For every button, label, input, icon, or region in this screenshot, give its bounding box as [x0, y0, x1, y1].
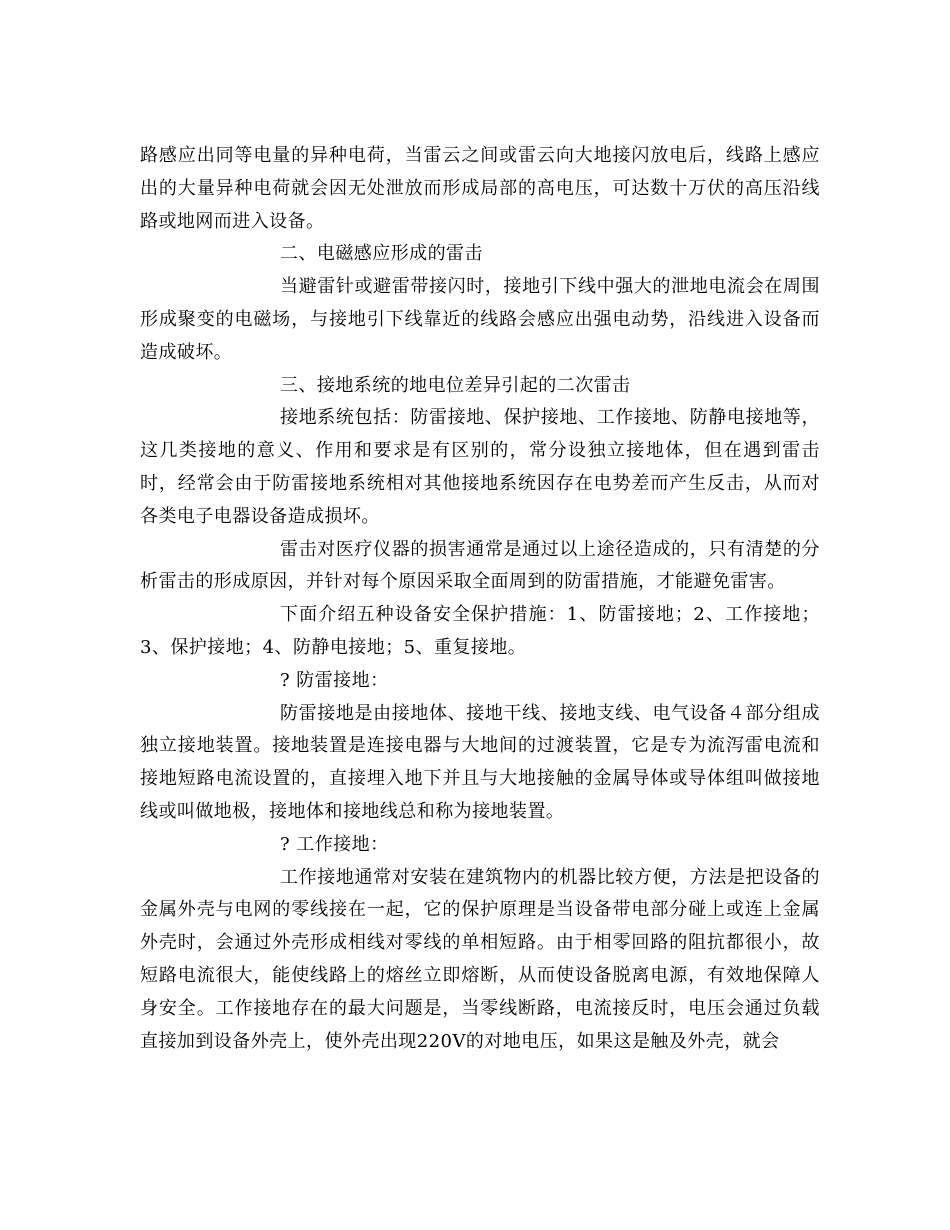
subheading-working-grounding: ? 工作接地：	[280, 833, 389, 855]
paragraph-continuation: 路感应出同等电量的异种电荷，当雷云之间或雷云向大地接闪放电后，线路上感应出的大量异种电荷就会因无处泄放而形成局部的高电压，可达数十万伏的高压沿线路或地网而进入设备。	[140, 145, 820, 232]
section-heading-ground-potential: 三、接地系统的地电位差异引起的二次雷击	[280, 374, 631, 396]
paragraph: 工作接地通常对安装在建筑物内的机器比较方便，方法是把设备的金属外壳与电网的零线接在一起，它的保护原理是当设备带电部分碰上或连上金属外壳时，会通过外壳形成相线对零线的单相短路。由于相零回路的阻抗都很小，故短路电流很大，能使线路上的熔丝立即熔断，从而使设备脱离电源，有效地保障人身安全。工作接地存在的最大问题是，当零线断路，电流接反时，电压会通过负载直接加到设备外壳上，使外壳出现220V的对地电压，如果这是触及外壳，就会	[140, 866, 820, 1052]
paragraph: 接地系统包括：防雷接地、保护接地、工作接地、防静电接地等，这几类接地的意义、作用和要求是有区别的，常分设独立接地体，但在遇到雷击时，经常会由于防雷接地系统相对其他接地系统因存在电势差而产生反击，从而对各类电子电器设备造成损坏。	[140, 407, 820, 527]
paragraph: 雷击对医疗仪器的损害通常是通过以上途径造成的，只有清楚的分析雷击的形成原因，并针对每个原因采取全面周到的防雷措施，才能避免雷害。	[140, 538, 820, 593]
document-body	[140, 140, 820, 1058]
paragraph: 防雷接地是由接地体、接地干线、接地支线、电气设备４部分组成独立接地装置。接地装置是连接电器与大地间的过渡装置，它是专为流泻雷电流和接地短路电流设置的，直接埋入地下并且与大地接触的金属导体或导体组叫做接地线或叫做地极，接地体和接地线总和称为接地装置。	[140, 702, 820, 822]
section-heading-electromagnetic-induction: 二、电磁感应形成的雷击	[280, 243, 483, 265]
subheading-lightning-grounding: ? 防雷接地：	[280, 669, 389, 691]
paragraph: 下面介绍五种设备安全保护措施：1、防雷接地；2、工作接地；3、保护接地；4、防静电接地；5、重复接地。	[140, 604, 820, 658]
paragraph: 当避雷针或避雷带接闪时，接地引下线中强大的泄地电流会在周围形成聚变的电磁场，与接地引下线靠近的线路会感应出强电动势，沿线进入设备而造成破坏。	[140, 276, 820, 363]
